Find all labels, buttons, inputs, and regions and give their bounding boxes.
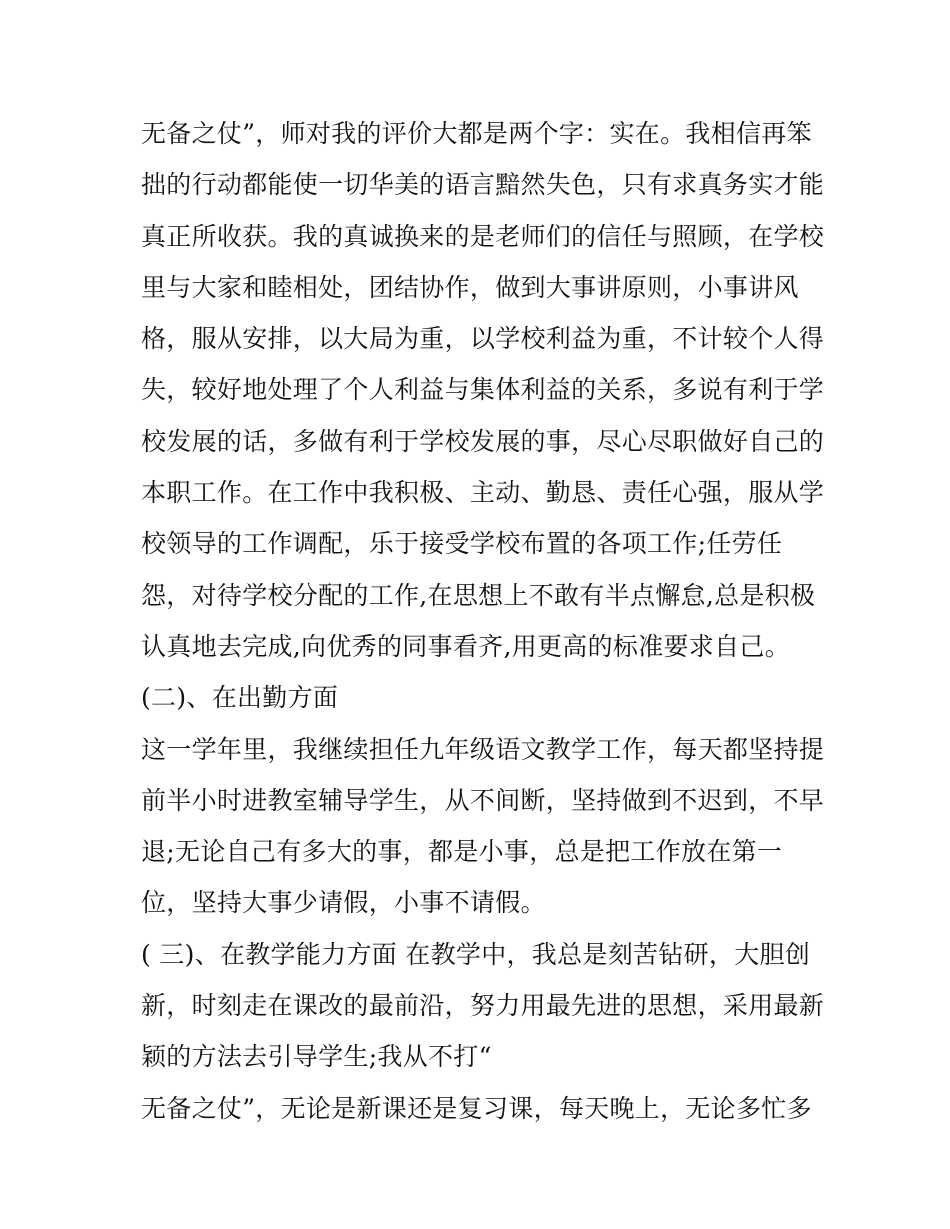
- text-line: 校发展的话，多做有利于学校发展的事，尽心尽职做好自己的: [141, 426, 825, 456]
- section-heading-teaching: ( 三)、在教学能力方面 在教学中，我总是刻苦钻研，大胆创: [141, 939, 811, 969]
- text-line: 校领导的工作调配，乐于接受学校布置的各项工作;任劳任: [141, 529, 783, 559]
- text-line: 本职工作。在工作中我积极、主动、勤恳、责任心强，服从学: [141, 478, 825, 508]
- text-line: 里与大家和睦相处，团结协作，做到大事讲原则，小事讲风: [141, 272, 799, 302]
- section-heading-attendance: (二)、在出勤方面: [141, 683, 339, 713]
- body-text: [141, 108, 841, 1134]
- text-line: 新，时刻走在课改的最前沿，努力用最先进的思想，采用最新: [141, 991, 825, 1021]
- text-line: 真正所收获。我的真诚换来的是老师们的信任与照顾，在学校: [141, 221, 825, 251]
- text-line: 这一学年里，我继续担任九年级语文教学工作，每天都坚持提: [141, 734, 825, 764]
- text-line: 颖的方法去引导学生;我从不打“: [141, 1042, 492, 1072]
- text-line: 前半小时进教室辅导学生，从不间断，坚持做到不迟到，不早: [141, 785, 825, 815]
- text-line: 怨，对待学校分配的工作,在思想上不敢有半点懈怠,总是积极: [141, 580, 816, 610]
- text-line: 无备之仗”，师对我的评价大都是两个字：实在。我相信再笨: [141, 119, 812, 148]
- text-line: 退;无论自己有多大的事，都是小事，总是把工作放在第一: [141, 837, 783, 867]
- text-line: 无备之仗”，无论是新课还是复习课，每天晚上，无论多忙多: [141, 1093, 812, 1123]
- text-line: 格，服从安排，以大局为重，以学校利益为重，不计较个人得: [141, 324, 825, 354]
- text-line: 认真地去完成,向优秀的同事看齐,用更高的标准要求自己。: [141, 631, 790, 661]
- text-line: 拙的行动都能使一切华美的语言黯然失色，只有求真务实才能: [141, 170, 825, 200]
- text-line: 位，坚持大事少请假，小事不请假。: [141, 888, 546, 918]
- text-line: 失，较好地处理了个人利益与集体利益的关系，多说有利于学: [141, 375, 825, 405]
